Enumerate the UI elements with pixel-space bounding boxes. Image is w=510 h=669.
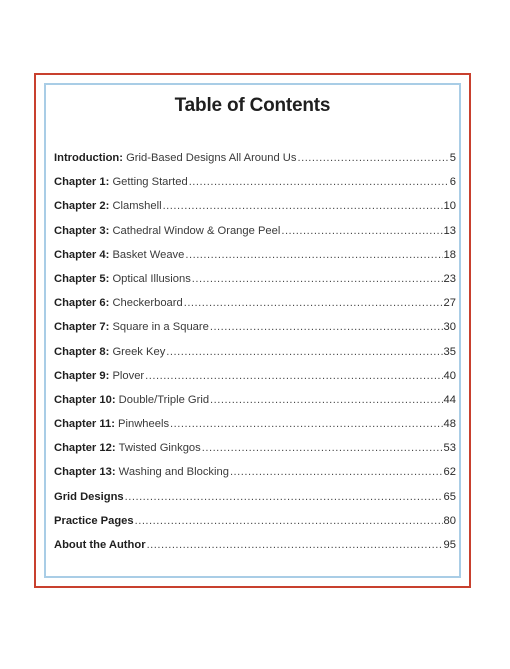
toc-entry <box>54 394 456 418</box>
toc-entry-label: Chapter 11: <box>54 418 115 431</box>
toc-entry-title: Cathedral Window & Orange Peel <box>112 224 281 237</box>
toc-entry-label: Chapter 1: <box>54 176 110 189</box>
toc-entry-label: About the Author <box>54 539 146 551</box>
dot-leader <box>189 176 449 188</box>
toc-entry-page-number: 27 <box>443 297 456 310</box>
dot-leader <box>170 418 443 430</box>
toc-entry <box>54 200 456 224</box>
toc-entry-page-number: 48 <box>443 418 456 431</box>
table-of-contents <box>54 152 456 563</box>
toc-entry-page-number: 30 <box>443 321 456 334</box>
toc-entry-label: Practice Pages <box>54 514 134 527</box>
dot-leader <box>297 152 448 164</box>
dot-leader <box>210 321 443 333</box>
toc-entry <box>54 297 456 321</box>
toc-entry <box>54 491 456 515</box>
toc-entry-title: Clamshell <box>112 200 162 213</box>
toc-entry <box>54 176 456 200</box>
toc-entry-title: Twisted Ginkgos <box>118 442 201 455</box>
toc-entry-title: Grid-Based Designs All Around Us <box>126 152 297 164</box>
dot-leader <box>202 442 443 454</box>
toc-entry <box>54 418 456 442</box>
toc-entry-label: Chapter 2: <box>54 200 110 213</box>
toc-entry-label: Introduction: <box>54 152 123 164</box>
toc-entry-label: Chapter 3: <box>54 224 110 237</box>
toc-entry-label: Chapter 5: <box>54 272 110 285</box>
dot-leader <box>145 370 442 382</box>
toc-entry <box>54 466 456 490</box>
dot-leader <box>166 346 442 358</box>
toc-entry-title: Plover <box>112 369 145 382</box>
toc-entry-title: Double/Triple Grid <box>118 393 210 406</box>
toc-entry <box>54 346 456 370</box>
toc-entry <box>54 152 456 176</box>
toc-entry-page-number: 80 <box>443 514 456 527</box>
page-title: Table of Contents <box>174 95 331 116</box>
toc-entry-title: Checkerboard <box>112 297 183 310</box>
toc-entry <box>54 515 456 539</box>
toc-entry-title: Square in a Square <box>112 321 209 334</box>
dot-leader <box>163 200 443 212</box>
toc-entry-page-number: 95 <box>443 539 456 551</box>
toc-entry <box>54 273 456 297</box>
toc-entry <box>54 225 456 249</box>
dot-leader <box>185 249 442 261</box>
toc-entry-page-number: 40 <box>443 369 456 382</box>
toc-entry-page-number: 10 <box>443 200 456 213</box>
toc-entry-label: Chapter 13: <box>54 466 116 479</box>
toc-entry-title: Greek Key <box>112 345 166 358</box>
toc-entry-label: Chapter 9: <box>54 369 110 382</box>
toc-entry-label: Grid Designs <box>54 490 124 503</box>
toc-entry-page-number: 53 <box>443 442 456 455</box>
toc-entry-page-number: 44 <box>443 393 456 406</box>
toc-entry <box>54 321 456 345</box>
dot-leader <box>147 539 443 551</box>
dot-leader <box>281 225 442 237</box>
dot-leader <box>210 394 443 406</box>
toc-entry-title: Pinwheels <box>118 418 170 431</box>
toc-entry-page-number: 35 <box>443 345 456 358</box>
toc-entry-label: Chapter 6: <box>54 297 110 310</box>
toc-entry-page-number: 62 <box>443 466 456 479</box>
toc-entry <box>54 249 456 273</box>
toc-entry-page-number: 18 <box>443 248 456 261</box>
dot-leader <box>192 273 443 285</box>
toc-entry-page-number: 23 <box>443 272 456 285</box>
toc-entry-page-number: 5 <box>449 152 456 164</box>
dot-leader <box>125 491 443 503</box>
toc-entry-label: Chapter 8: <box>54 345 110 358</box>
toc-entry <box>54 370 456 394</box>
toc-entry <box>54 539 456 563</box>
dot-leader <box>184 297 443 309</box>
toc-entry-page-number: 65 <box>443 490 456 503</box>
toc-entry-page-number: 13 <box>443 224 456 237</box>
dot-leader <box>135 515 443 527</box>
toc-entry-page-number: 6 <box>449 176 456 189</box>
toc-entry-title: Optical Illusions <box>112 272 191 285</box>
toc-entry-label: Chapter 10: <box>54 393 116 406</box>
toc-entry-label: Chapter 12: <box>54 442 116 455</box>
toc-entry <box>54 442 456 466</box>
dot-leader <box>230 466 443 478</box>
toc-entry-label: Chapter 7: <box>54 321 110 334</box>
toc-entry-label: Chapter 4: <box>54 248 110 261</box>
toc-entry-title: Getting Started <box>112 176 188 189</box>
toc-entry-title: Washing and Blocking <box>118 466 229 479</box>
toc-entry-title: Basket Weave <box>112 248 185 261</box>
